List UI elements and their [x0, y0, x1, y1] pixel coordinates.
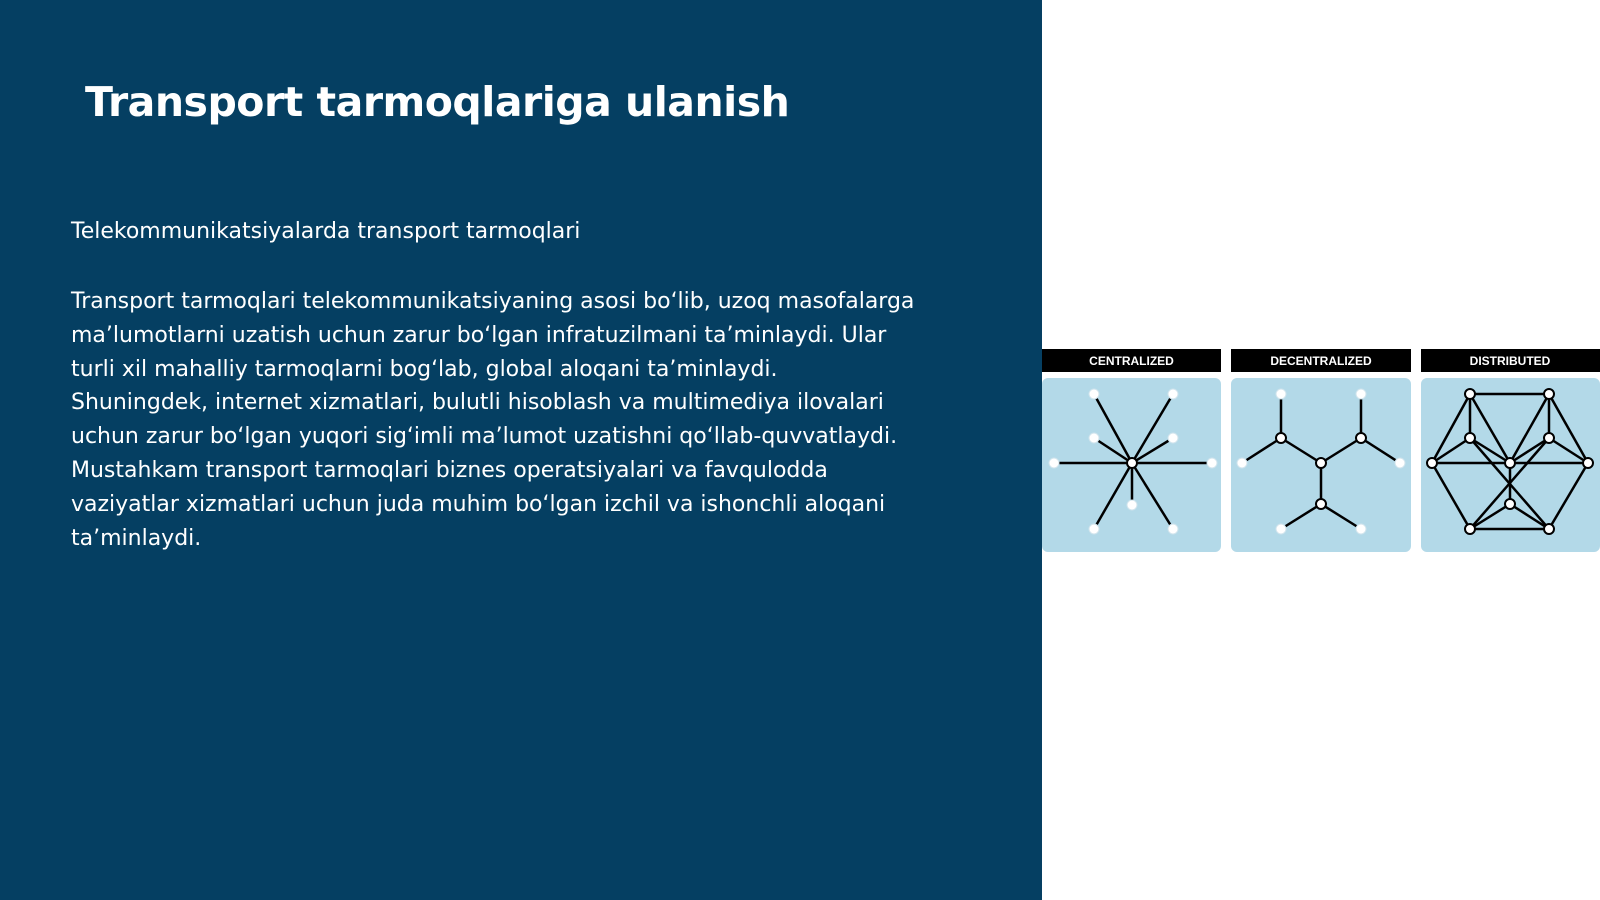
slide-body-text: Transport tarmoqlari telekommunikatsiyaning asosi bo‘lib, uzoq masofalarga ma’lumotlarni uzatish uchun zarur bo‘lgan infratuzilmani ta’minlaydi. Ular turli xil mahalliy tarmoqlarni bog‘lab, global aloqani ta’minlaydi. Shuningdek, internet xizmatlari, bulutli hisoblash va multimediya ilovalari uchun zarur bo‘lgan yuqori sig‘imli ma’lumot uzatishni qo‘llab-quvvatlaydi. Mustahkam transport tarmoqlari biznes operatsiyalari va favqulodda vaziyatlar xizmatlari uchun juda muhim bo‘lgan izchil va ishonchli aloqani ta’minlaydi.	[71, 289, 915, 551]
decentralized-label: DECENTRALIZED	[1270, 354, 1372, 368]
slide-subtitle: Telekommunikatsiyalarda transport tarmoqlari	[71, 219, 581, 244]
network-topology-svg	[1042, 349, 1600, 553]
slide-title: Transport tarmoqlariga ulanish	[85, 78, 790, 126]
decentralized-panel	[1231, 349, 1411, 552]
network-topology-diagram	[1042, 349, 1600, 553]
centralized-label: CENTRALIZED	[1089, 354, 1174, 368]
distributed-label: DISTRIBUTED	[1469, 354, 1551, 368]
centralized-panel	[1042, 349, 1221, 552]
centralized-hub-node	[1127, 458, 1137, 468]
distributed-panel	[1421, 349, 1600, 552]
